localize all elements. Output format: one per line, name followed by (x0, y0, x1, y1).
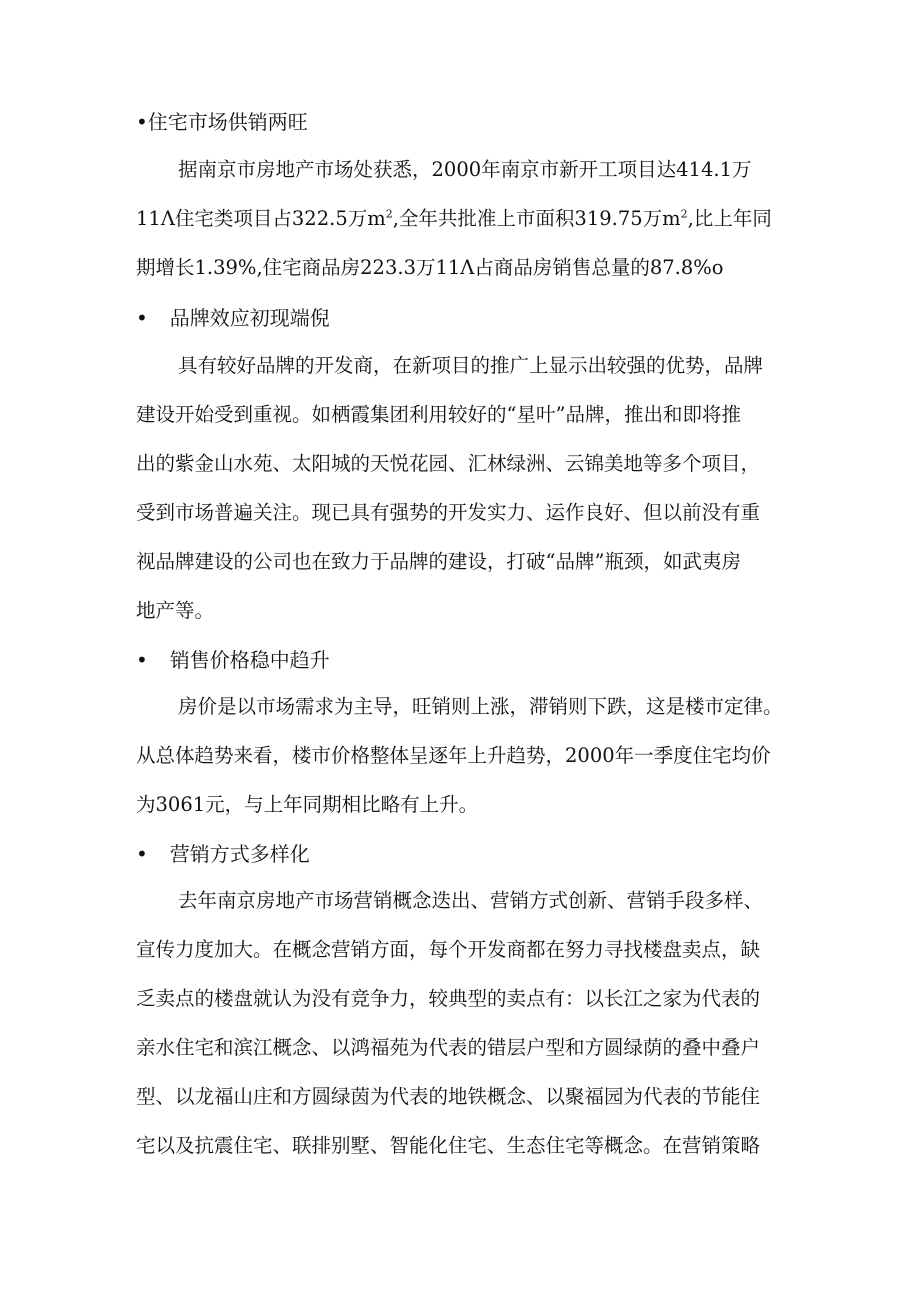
paragraph-line: 从总体趋势来看，楼市价格整体呈逐年上升趋势，2000年一季度住宅均价 (136, 744, 771, 767)
paragraph-line: 亲水住宅和滨江概念、以鸿福苑为代表的错层户型和方圆绿荫的叠中叠户 (136, 1036, 761, 1059)
paragraph-line: 受到市场普遍关注。现已具有强势的开发实力、运作良好、但以前没有重 (136, 501, 761, 524)
paragraph-line: 视品牌建设的公司也在致力于品牌的建设，打破“品牌”瓶颈，如武夷房 (136, 550, 741, 573)
bullet-icon: • (136, 842, 148, 866)
paragraph-line: 据南京市房地产市场处获悉，2000年南京市新开工项目达414.1万 (178, 158, 752, 181)
paragraph-line: 11Λ住宅类项目占322.5万$m^2$,全年共批准上市面积319.75万$m^2$,比上年同 (136, 207, 772, 230)
section-heading (136, 840, 310, 868)
paragraph-line: 型、以龙福山庄和方圆绿茵为代表的地铁概念、以聚福园为代表的节能住 (136, 1085, 761, 1108)
paragraph-line: 为3061元，与上年同期相比略有上升。 (136, 793, 479, 816)
heading-text: 品牌效应初现端倪 (169, 306, 330, 330)
paragraph-line: 期增长1.39%,住宅商品房223.3万11Λ占商品房销售总量的87.8%o (136, 256, 724, 279)
heading-text: 销售价格稳中趋升 (169, 648, 330, 672)
section-heading (136, 304, 330, 332)
paragraph-line: 乏卖点的楼盘就认为没有竞争力，较典型的卖点有：以长江之家为代表的 (136, 987, 761, 1010)
paragraph-line: 地产等。 (136, 599, 215, 622)
bullet-icon: • (136, 306, 148, 330)
paragraph-line: 建设开始受到重视。如栖霞集团利用较好的“星叶”品牌，推出和即将推 (136, 403, 741, 426)
heading-text: 住宅市场供销两旺 (147, 110, 308, 134)
paragraph-line: 具有较好品牌的开发商，在新项目的推广上显示出较强的优势，品牌 (178, 354, 764, 377)
bullet-icon: • (136, 648, 148, 672)
bullet-icon: • (136, 110, 148, 134)
section-heading (136, 646, 330, 674)
section-heading (136, 108, 308, 136)
paragraph-line: 去年南京房地产市场营销概念迭出、营销方式创新、营销手段多样、 (178, 889, 764, 912)
heading-text: 营销方式多样化 (169, 842, 310, 866)
paragraph-line: 宣传力度加大。在概念营销方面，每个开发商都在努力寻找楼盘卖点，缺 (136, 938, 761, 961)
paragraph-line: 出的紫金山水苑、太阳城的天悦花园、汇林绿洲、云锦美地等多个项目， (136, 452, 761, 475)
paragraph-line: 房价是以市场需求为主导，旺销则上涨，滞销则下跌，这是楼市定律。 (178, 695, 783, 718)
paragraph-line: 宅以及抗震住宅、联排别墅、智能化住宅、生态住宅等概念。在营销策略 (136, 1134, 761, 1157)
